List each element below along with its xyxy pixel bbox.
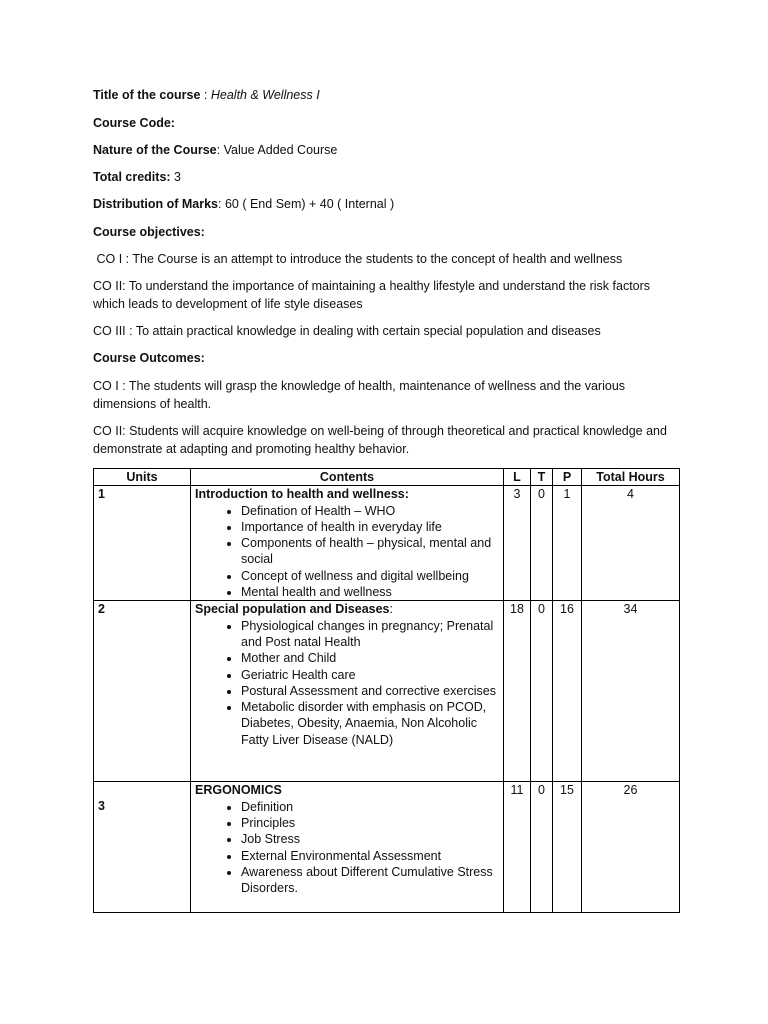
- list-item: • Components of health – physical, mental and social: [241, 535, 499, 568]
- list-item: • Metabolic disorder with emphasis on PCOD, Diabetes, Obesity, Anaemia, Non Alcoholic Fatty Liver Disease (NALD): [241, 699, 499, 748]
- unit-title-suffix: :: [389, 602, 393, 617]
- table-header-row: [94, 469, 680, 486]
- list-item: • Job Stress: [241, 831, 499, 847]
- header-l: L: [504, 469, 531, 486]
- practical-hours: 16: [553, 601, 582, 782]
- course-title-value: Health & Wellness I: [210, 88, 320, 102]
- list-item: • Concept of wellness and digital wellbeing: [241, 568, 499, 584]
- course-credits-line: [93, 168, 683, 186]
- course-marks-line: [93, 195, 683, 213]
- unit-title: Special population and Diseases: [195, 602, 390, 617]
- tutorial-hours: 0: [531, 486, 553, 601]
- header-p: P: [553, 469, 582, 486]
- practical-hours: 1: [553, 486, 582, 601]
- lecture-hours: 3: [504, 486, 531, 601]
- practical-hours: 15: [553, 782, 582, 913]
- unit-title: Introduction to health and wellness:: [195, 487, 409, 502]
- course-marks-value: : 60 ( End Sem) + 40 ( Internal ): [218, 197, 395, 211]
- course-credits-value: 3: [170, 170, 181, 184]
- course-credits-label: Total credits:: [93, 170, 171, 184]
- list-item: • Mother and Child: [241, 650, 499, 666]
- objectives-heading: Course objectives:: [93, 225, 205, 239]
- list-item: • Importance of health in everyday life: [241, 519, 499, 535]
- course-title-line: [93, 86, 683, 104]
- unit-number: 2: [94, 601, 191, 782]
- course-marks-label: Distribution of Marks: [93, 197, 219, 211]
- list-item: • Awareness about Different Cumulative Stress Disorders.: [241, 864, 499, 897]
- tutorial-hours: 0: [531, 601, 553, 782]
- unit-contents: [191, 601, 504, 782]
- objective-item: CO I : The Course is an attempt to introduce the students to the concept of health and wellness: [93, 252, 623, 266]
- lecture-hours: 11: [504, 782, 531, 913]
- unit-number: 3: [98, 799, 105, 814]
- course-nature-label: Nature of the Course: [93, 143, 217, 157]
- topic-list: [195, 618, 499, 748]
- objective-item: CO II: To understand the importance of maintaining a healthy lifestyle and understand the risk factors which leads to development of life style diseases: [93, 279, 651, 311]
- course-title-separator: :: [200, 88, 211, 102]
- course-code-label: Course Code:: [93, 116, 175, 130]
- list-item: • External Environmental Assessment: [241, 848, 499, 864]
- list-item: • Defination of Health – WHO: [241, 503, 499, 519]
- table-row: [94, 601, 680, 782]
- total-hours: 34: [582, 601, 680, 782]
- outcome-item: CO I : The students will grasp the knowledge of health, maintenance of wellness and the various dimensions of health.: [93, 379, 626, 411]
- course-nature-value: Value Added Course: [223, 143, 338, 157]
- list-item: • Principles: [241, 815, 499, 831]
- outcome-item: CO II: Students will acquire knowledge on well-being of through theoretical and practical knowledge and demonstrate at adapting and promoting healthy behavior.: [93, 424, 667, 456]
- header-contents: Contents: [191, 469, 504, 486]
- tutorial-hours: 0: [531, 782, 553, 913]
- course-nature-separator: :: [216, 143, 224, 157]
- course-title-label: Title of the course: [93, 88, 201, 102]
- outcomes-heading: Course Outcomes:: [93, 351, 205, 365]
- unit-title-line: [195, 601, 499, 617]
- objective-item: CO III : To attain practical knowledge in dealing with certain special population and diseases: [93, 324, 601, 338]
- table-row: [94, 782, 680, 913]
- unit-contents: [191, 486, 504, 601]
- unit-contents: [191, 782, 504, 913]
- total-hours: 26: [582, 782, 680, 913]
- unit-number: 1: [94, 486, 191, 601]
- list-item: • Postural Assessment and corrective exercises: [241, 683, 499, 699]
- lecture-hours: 18: [504, 601, 531, 782]
- unit-number-cell: [94, 782, 191, 913]
- unit-title: ERGONOMICS: [195, 783, 282, 798]
- list-item: • Geriatric Health care: [241, 667, 499, 683]
- list-item: • Definition: [241, 799, 499, 815]
- list-item: • Mental health and wellness: [241, 584, 499, 600]
- topic-list: [195, 799, 499, 897]
- header-total-hours: Total Hours: [582, 469, 680, 486]
- course-nature-line: [93, 141, 683, 159]
- topic-list: [195, 503, 499, 601]
- table-row: [94, 486, 680, 601]
- total-hours: 4: [582, 486, 680, 601]
- header-t: T: [531, 469, 553, 486]
- syllabus-table: [93, 468, 680, 913]
- list-item: • Physiological changes in pregnancy; Prenatal and Post natal Health: [241, 618, 499, 651]
- header-units: Units: [94, 469, 191, 486]
